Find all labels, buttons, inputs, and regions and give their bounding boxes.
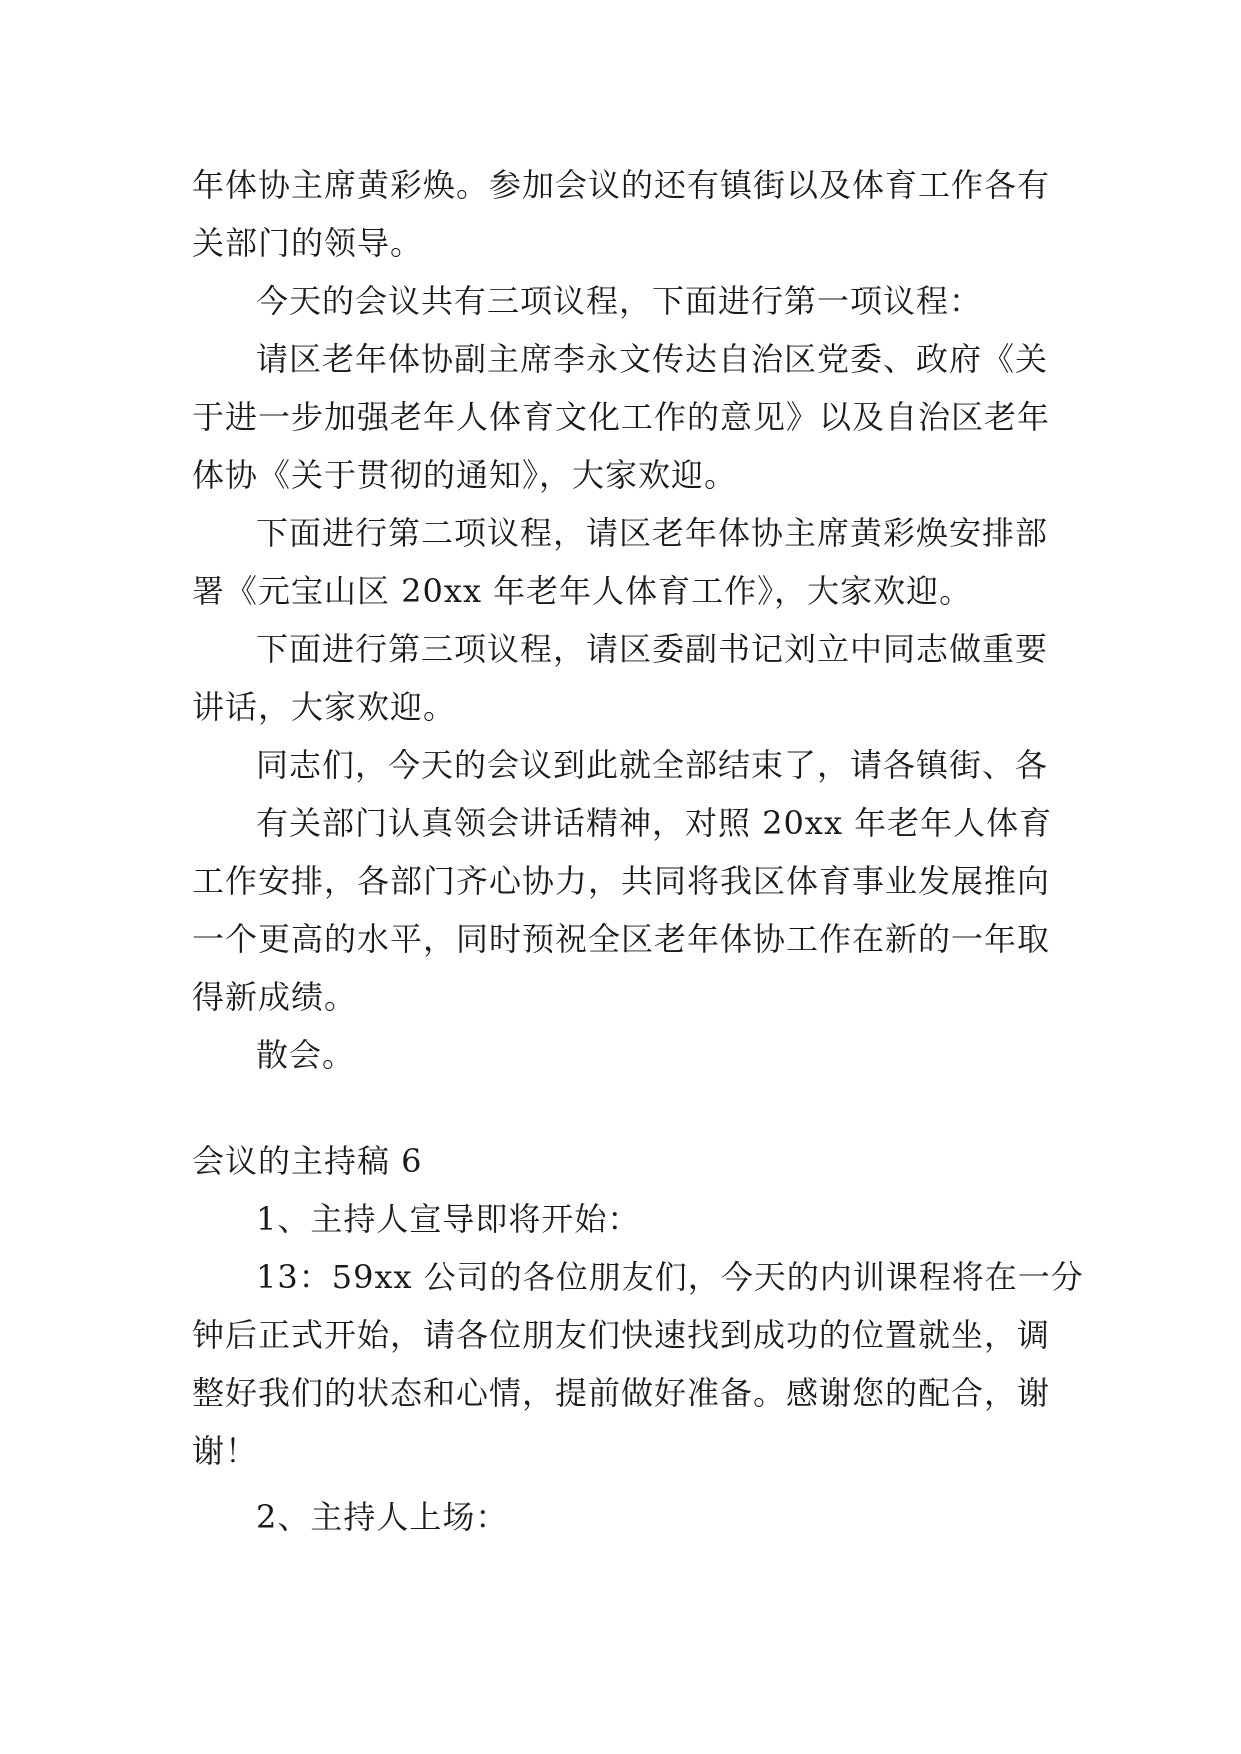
document-page [192,156,1084,1546]
section-title: 会议的主持稿 6 [192,1142,423,1180]
text-line: 今天的会议共有三项议程，下面进行第一项议程： [256,282,983,320]
text-line: 年体协主席黄彩焕。参加会议的还有镇街以及体育工作各有 [192,166,1051,204]
text-line: 署《元宝山区 20xx 年老年人体育工作》，大家欢迎。 [192,572,973,610]
text-line: 1、主持人宣导即将开始： [256,1200,641,1238]
text-line: 同志们，今天的会议到此就全部结束了，请各镇街、各 [256,746,1049,784]
text-line: 体协《关于贯彻的通知》，大家欢迎。 [192,456,738,494]
text-line: 关部门的领导。 [192,224,424,262]
text-line: 钟后正式开始，请各位朋友们快速找到成功的位置就坐，调 [192,1316,1051,1354]
text-line: 散会。 [256,1036,356,1074]
text-line: 整好我们的状态和心情，提前做好准备。感谢您的配合，谢 [192,1374,1051,1412]
text-line: 谢！ [192,1432,259,1470]
text-line: 请区老年体协副主席李永文传达自治区党委、政府《关 [256,340,1049,378]
text-line: 有关部门认真领会讲话精神，对照 20xx 年老年人体育 [256,804,1053,842]
text-line: 讲话，大家欢迎。 [192,688,457,726]
text-line: 得新成绩。 [192,978,358,1016]
text-line: 一个更高的水平，同时预祝全区老年体协工作在新的一年取 [192,920,1051,958]
spacer [192,1480,1052,1488]
section-spacer [192,1084,1052,1132]
text-line: 2、主持人上场： [256,1498,509,1536]
text-line: 于进一步加强老年人体育文化工作的意见》以及自治区老年 [192,398,1051,436]
text-line: 下面进行第二项议程，请区老年体协主席黄彩焕安排部 [256,514,1049,552]
text-line: 工作安排，各部门齐心协力，共同将我区体育事业发展推向 [192,862,1051,900]
paragraph-block-after [192,1190,1084,1480]
paragraph-block-before [192,156,1052,1084]
text-line: 13：59xx 公司的各位朋友们，今天的内训课程将在一分 [256,1258,1084,1296]
text-line: 下面进行第三项议程，请区委副书记刘立中同志做重要 [256,630,1049,668]
